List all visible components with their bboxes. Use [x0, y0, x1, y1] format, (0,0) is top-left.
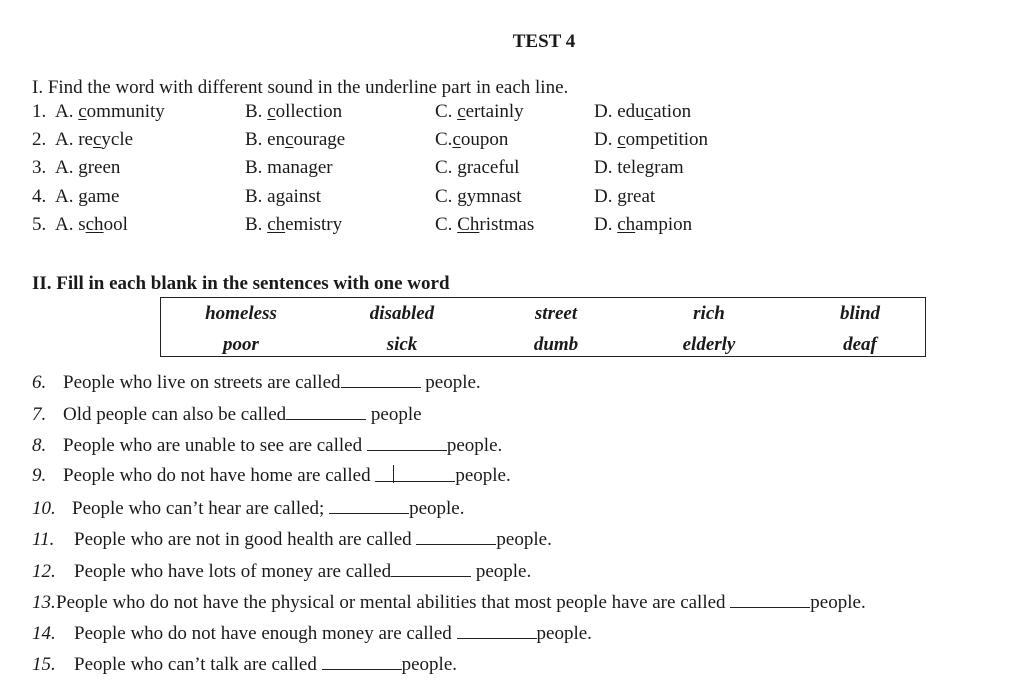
option-prefix: D.: [594, 186, 618, 207]
sentence-8: [32, 434, 502, 457]
sentence-number: 9.: [32, 465, 47, 486]
option-prefix: D.: [594, 214, 618, 235]
option-rest: ame: [87, 186, 120, 207]
underlined-letters: ch: [85, 214, 104, 235]
underlined-letters: g: [457, 186, 467, 207]
option-a: [55, 157, 120, 179]
option-c: [435, 214, 534, 236]
option-prefix: C.: [435, 214, 458, 235]
sentence-text-end: people.: [536, 623, 592, 644]
word-bank-item: blind: [839, 303, 881, 324]
word-bank-box: [160, 297, 926, 357]
option-d: [594, 214, 692, 236]
sentence-14: [32, 622, 592, 645]
sentence-text-end: people.: [409, 498, 465, 519]
option-a: [55, 129, 133, 151]
row-number: 1.: [32, 101, 47, 122]
underlined-letters: g: [275, 186, 286, 207]
sentence-text: People who do not have home are called: [63, 465, 376, 486]
word-bank-item: deaf: [843, 334, 877, 355]
word-bank-item: dumb: [533, 334, 579, 355]
option-a: [55, 101, 165, 123]
underlined-letters: c: [644, 101, 654, 122]
sentence-number: 15.: [32, 654, 56, 675]
option-rest: ompetition: [625, 129, 708, 150]
option-prefix: C.: [435, 186, 458, 207]
option-prefix: B.: [245, 101, 268, 122]
option-d: [594, 101, 691, 123]
option-prefix: C.: [435, 101, 458, 122]
underlined-letters: c: [78, 101, 87, 122]
answer-blank[interactable]: [341, 371, 421, 388]
option-rest: ristmas: [479, 214, 535, 235]
option-d: [594, 186, 655, 208]
option-rest: ram: [654, 157, 684, 178]
sentence-number: 10.: [32, 498, 56, 519]
sentence-15: [32, 653, 457, 676]
underlined-letters: Ch: [457, 214, 480, 235]
option-rest: raceful: [466, 157, 520, 178]
option-prefix: A. s: [55, 214, 86, 235]
section1-heading: I. Find the word with different sound in the underline part in each line.: [32, 77, 569, 98]
option-prefix: B. mana: [245, 157, 309, 178]
option-rest: reat: [626, 186, 656, 207]
sentence-text-end: people.: [455, 465, 511, 486]
answer-blank[interactable]: [730, 591, 810, 608]
underlined-letters: c: [267, 101, 276, 122]
word-bank-item: elderly: [682, 334, 736, 355]
option-d: [594, 157, 684, 179]
sentence-text: People who have lots of money are called: [74, 561, 392, 582]
sentence-text-end: people: [366, 404, 422, 425]
sentence-text-end: people.: [496, 529, 552, 550]
row-number: 2.: [32, 129, 47, 150]
option-prefix: B. en: [245, 129, 286, 150]
answer-blank[interactable]: [457, 622, 537, 639]
sentence-text-end: people.: [401, 654, 458, 675]
answer-blank[interactable]: [329, 497, 409, 514]
option-prefix: D.: [594, 129, 618, 150]
row-number: 4.: [32, 186, 47, 207]
option-rest: ommunity: [86, 101, 165, 122]
word-bank-item: disabled: [369, 303, 435, 324]
option-rest: er: [317, 157, 333, 178]
sentence-6: [32, 371, 481, 394]
underlined-letters: c: [452, 129, 461, 150]
option-rest: ymnast: [466, 186, 522, 207]
option-c: [435, 129, 508, 151]
underlined-letters: g: [644, 157, 655, 178]
answer-blank[interactable]: [375, 465, 455, 482]
option-d: [594, 129, 708, 151]
sentence-number: 11.: [32, 529, 55, 550]
underlined-letters: g: [308, 157, 318, 178]
option-prefix: A.: [55, 157, 79, 178]
underlined-letters: g: [78, 186, 88, 207]
underlined-letters: c: [285, 129, 294, 150]
sentence-11: [32, 528, 552, 551]
word-bank-item: sick: [386, 334, 418, 355]
sentence-text: People who are unable to see are called: [63, 435, 367, 456]
word-bank-item: homeless: [205, 303, 277, 324]
section2-heading: II. Fill in each blank in the sentences with one word: [32, 273, 450, 294]
option-prefix: D. tele: [594, 157, 645, 178]
option-rest: reen: [87, 157, 121, 178]
option-b: [245, 129, 345, 151]
underlined-letters: c: [92, 129, 102, 150]
sentence-text-end: people.: [471, 561, 532, 582]
option-rest: ampion: [635, 214, 693, 235]
option-b: [245, 186, 321, 208]
option-prefix: A. re: [55, 129, 93, 150]
answer-blank[interactable]: [322, 653, 402, 670]
underlined-letters: ch: [617, 214, 636, 235]
sentence-7: [32, 403, 422, 426]
option-prefix: B. a: [245, 186, 276, 207]
sentence-10: [32, 497, 465, 520]
option-prefix: C.: [435, 129, 453, 150]
sentence-text: People who do not have the physical or mental abilities that most people have are called: [56, 592, 731, 613]
sentence-text: People who can’t hear are called;: [72, 498, 330, 519]
sentence-13: [32, 591, 866, 614]
option-rest: oupon: [460, 129, 509, 150]
underlined-letters: g: [617, 186, 627, 207]
sentence-text-end: people.: [446, 435, 503, 456]
option-prefix: A.: [55, 186, 79, 207]
word-bank-item: poor: [223, 334, 259, 355]
sentence-number: 8.: [32, 435, 47, 456]
sentence-text-end: people.: [420, 372, 481, 393]
sentence-number: 12.: [32, 561, 56, 582]
sentence-text: People who do not have enough money are called: [74, 623, 457, 644]
sentence-9: [32, 465, 511, 487]
option-rest: ool: [103, 214, 128, 235]
option-rest: ation: [653, 101, 692, 122]
word-bank-item: rich: [693, 303, 725, 324]
underlined-letters: c: [457, 101, 466, 122]
row-number: 3.: [32, 157, 47, 178]
option-rest: ainst: [285, 186, 321, 207]
option-c: [435, 186, 522, 208]
option-rest: ourage: [293, 129, 346, 150]
answer-blank[interactable]: [286, 403, 366, 420]
sentence-text-end: people.: [810, 592, 866, 613]
option-a: [55, 186, 119, 208]
option-b: [245, 157, 333, 179]
option-rest: ycle: [101, 129, 134, 150]
sentence-text: Old people can also be called: [63, 404, 287, 425]
row-number: 5.: [32, 214, 47, 235]
sentence-number: 14.: [32, 623, 56, 644]
option-b: [245, 101, 342, 123]
sentence-number: 13.: [32, 592, 56, 613]
option-prefix: B.: [245, 214, 268, 235]
page-title: TEST 4: [512, 31, 576, 52]
option-prefix: A.: [55, 101, 79, 122]
option-c: [435, 101, 524, 123]
option-a: [55, 214, 128, 236]
sentence-text: People who can’t talk are called: [74, 654, 322, 675]
option-rest: ertainly: [465, 101, 524, 122]
underlined-letters: g: [78, 157, 88, 178]
underlined-letters: g: [457, 157, 467, 178]
sentence-12: [32, 560, 531, 583]
option-rest: emistry: [285, 214, 343, 235]
answer-blank[interactable]: [391, 560, 471, 577]
sentence-text: People who live on streets are called: [63, 372, 341, 393]
option-rest: ollection: [275, 101, 343, 122]
sentence-number: 6.: [32, 372, 47, 393]
option-c: [435, 157, 519, 179]
option-prefix: C.: [435, 157, 458, 178]
answer-blank[interactable]: [367, 434, 447, 451]
word-bank-item: street: [534, 303, 578, 324]
underlined-letters: c: [617, 129, 626, 150]
sentence-text: People who are not in good health are called: [74, 529, 417, 550]
text-cursor: [393, 465, 394, 483]
option-b: [245, 214, 342, 236]
sentence-number: 7.: [32, 404, 47, 425]
underlined-letters: ch: [267, 214, 286, 235]
answer-blank[interactable]: [416, 528, 496, 545]
option-prefix: D. edu: [594, 101, 645, 122]
